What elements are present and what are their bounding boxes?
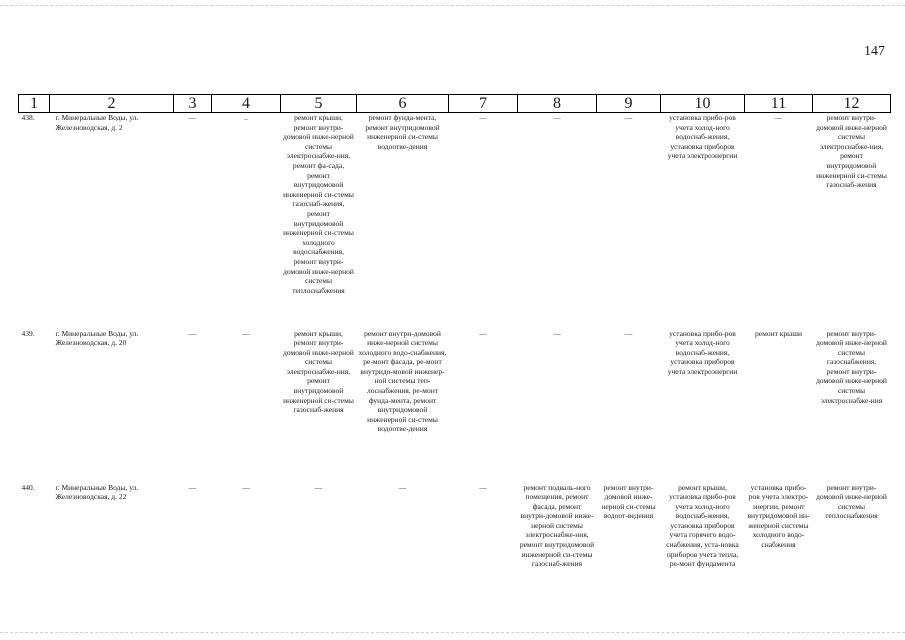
row-number: 438. [21, 113, 35, 122]
column-header: 7 [449, 95, 518, 113]
cell-col12: ремонт внутри-домовой инже-нерной системы газоснабжения, ремонт внутри-домовой инже-нерной системы электроснабже-ния [816, 328, 887, 405]
cell-col4: — [242, 482, 250, 492]
column-header: 11 [745, 95, 813, 113]
cell-col12: ремонт внутри-домовой инже-нерной системы теплоснабжения [816, 482, 887, 521]
cell-col6: ремонт фунда-мента, ремонт внутридомовой инженерной си-стемы водоотве-дения [365, 113, 440, 151]
column-number-row [19, 95, 891, 113]
cell-col10: ремонт крыши, установка прибо-ров учета холод-ного водоснаб-жения, установка приборов учета горячего водо-снабжения, уста-новка приборов учета тепла, ре-монт фундамента [666, 482, 739, 569]
column-header: 8 [518, 95, 597, 113]
cell-col5: — [314, 482, 323, 492]
cell-col9: — [624, 328, 633, 338]
cell-col11: — [774, 113, 783, 122]
column-header: 6 [357, 95, 449, 113]
table-row [19, 329, 891, 483]
table-row [19, 483, 891, 613]
cell-col4: .. [244, 113, 248, 122]
cell-col6: ремонт внутри-домовой инже-нерной системы холодного водо-снабжения, ре-монт фасада, ре-монт внутридо-мовой инженер-ной системы теп-лоснабжения, ре-монт фунда-мента, ремонт внутридомовой инженерной си-стемы водоотве-дения [358, 328, 447, 434]
cell-col5: ремонт крыши, ремонт внутри-домовой инже-нерной системы электроснабже-ния, ремонт фа-сада, ремонт внутридомовой инженерной си-стемы газоснаб-жения, ремонт внутридомовой инженерной си-стемы холодного водоснабжения, ремонт внутри-домовой инже-нерной системы теплоснабжения [283, 113, 354, 295]
column-header: 3 [174, 95, 212, 113]
cell-col8: — [553, 113, 561, 122]
column-header: 9 [597, 95, 661, 113]
cell-col11: ремонт крыши [755, 328, 802, 338]
cell-col12: ремонт внутри-домовой инже-нерной системы электроснабже-ния, ремонт внутридомовой инженерной си-стемы газоснаб-жения [816, 113, 887, 190]
column-header: 2 [50, 95, 174, 113]
cell-col6: — [398, 482, 407, 492]
row-number: 440. [21, 482, 35, 492]
repair-schedule-table [18, 94, 891, 613]
column-header: 5 [281, 95, 357, 113]
cell-col8: — [553, 328, 561, 338]
cell-col3: — [188, 328, 197, 338]
scan-artifact-bottom [0, 632, 905, 633]
cell-col3: — [188, 113, 197, 122]
cell-col10: установка прибо-ров учета холод-ного водоснаб-жения, установка приборов учета электроэнергии [667, 113, 738, 161]
row-number: 439. [21, 328, 35, 338]
cell-col7: — [479, 482, 487, 492]
row-address: г. Минеральные Воды, ул. Железноводская, д. 22 [55, 482, 139, 502]
row-address: г. Минеральные Воды, ул. Железноводская, д. 2 [55, 113, 139, 132]
cell-col10: установка прибо-ров учета холод-ного водоснаб-жения, установка приборов учета электроэнергии [667, 328, 738, 376]
cell-col9: — [624, 113, 633, 122]
column-header: 4 [212, 95, 281, 113]
cell-col9: ремонт внутри-домовой инже-нерной си-стемы водоот-ведения [601, 482, 656, 521]
cell-col7: — [479, 113, 487, 122]
cell-col5: ремонт крыши, ремонт внутри-домовой инже-нерной системы электроснабже-ния, ремонт внутридомовой инженерной си-стемы газоснаб-жения [283, 328, 354, 415]
table-row [19, 113, 891, 329]
page-number: 147 [864, 44, 885, 59]
scan-artifact-top [0, 5, 905, 6]
cell-col7: — [479, 328, 487, 338]
row-address: г. Минеральные Воды, ул. Железноводская, д. 20 [55, 328, 139, 348]
column-header: 12 [813, 95, 891, 113]
cell-col8: ремонт подваль-ного помещения, ремонт фасада, ремонт внутри-домовой инже-нерной системы электроснабже-ния, ремонт внутридомовой инженерной си-стемы газоснаб-жения [519, 482, 595, 569]
cell-col11: установка прибо-ров учета электро-энергии, ремонт внутридомовой ин-женерной системы холодного водо-снабжения [747, 482, 810, 550]
cell-col3: — [188, 482, 197, 492]
column-header: 1 [19, 95, 50, 113]
cell-col4: — [242, 328, 250, 338]
column-header: 10 [661, 95, 745, 113]
